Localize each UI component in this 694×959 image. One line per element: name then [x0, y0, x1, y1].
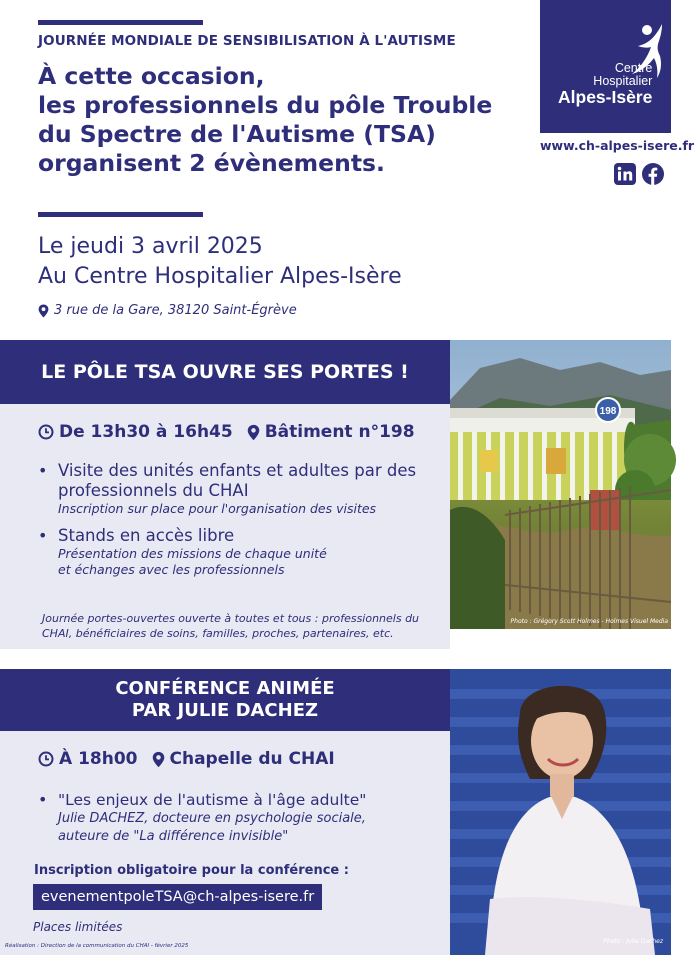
logo-line: Centre — [614, 61, 653, 75]
speaker-photo — [450, 669, 671, 955]
speaker-line: auteure de "La différence invisible" — [58, 829, 289, 844]
event1-time-place — [38, 422, 415, 442]
headline-line: organisent 2 évènements. — [38, 149, 385, 177]
logo-line: Hospitalier — [593, 74, 653, 88]
location-pin-icon — [247, 424, 260, 441]
date-venue — [38, 232, 402, 292]
kicker-title: JOURNÉE MONDIALE DE SENSIBILISATION À L'AUTISME — [38, 33, 456, 49]
linkedin-icon[interactable] — [614, 163, 636, 185]
event2-place: Chapelle du CHAI — [169, 749, 335, 769]
list-item-sub: Présentation des missions de chaque unité — [58, 546, 327, 561]
event2-title-line: CONFÉRENCE ANIMÉE — [115, 678, 335, 699]
facebook-icon[interactable] — [642, 163, 664, 185]
list-item — [38, 526, 438, 578]
building-number-label: 198 — [599, 406, 617, 417]
list-item — [38, 461, 438, 517]
event2-time: À 18h00 — [59, 749, 138, 769]
logo-line: Alpes-Isère — [558, 87, 653, 107]
location-pin-icon — [152, 751, 165, 768]
headline-line: les professionnels du pôle Trouble — [38, 91, 493, 119]
speaker-line: Julie DACHEZ, docteure en psychologie sociale, — [58, 811, 366, 826]
list-item — [38, 790, 438, 846]
location-pin-icon — [38, 304, 49, 318]
event2-list — [38, 790, 438, 846]
realisation-credit: Réalisation : Direction de la communication du CHAI - février 2025 — [5, 943, 189, 949]
headline — [38, 62, 508, 178]
list-item-sub: et échanges avec les professionnels — [58, 562, 285, 577]
event1-place: Bâtiment n°198 — [264, 422, 415, 442]
event2-title-line: PAR JULIE DACHEZ — [131, 700, 319, 721]
middle-rule — [38, 212, 203, 217]
clock-icon — [38, 424, 54, 440]
places-limited: Places limitées — [33, 920, 123, 934]
event2-title — [0, 669, 450, 731]
building-photo — [450, 340, 671, 629]
event2-time-place — [38, 749, 335, 769]
top-rule — [38, 20, 203, 25]
address — [38, 303, 297, 318]
list-item-main: • Visite des unités enfants et adultes par des professionnels du CHAI — [58, 461, 417, 500]
event-venue: Au Centre Hospitalier Alpes-Isère — [38, 264, 402, 289]
list-item-main: • Stands en accès libre — [58, 526, 235, 545]
hospital-logo — [540, 0, 671, 133]
registration-label: Inscription obligatoire pour la conférence : — [34, 863, 349, 878]
talk-title: • "Les enjeux de l'autisme à l'âge adulte" — [58, 791, 367, 809]
event1-title: LE PÔLE TSA OUVRE SES PORTES ! — [0, 340, 450, 404]
address-text: 3 rue de la Gare, 38120 Saint-Égrève — [54, 303, 297, 318]
clock-icon — [38, 751, 54, 767]
website-link[interactable]: www.ch-alpes-isere.fr — [540, 138, 694, 153]
registration-email[interactable]: evenementpoleTSA@ch-alpes-isere.fr — [33, 884, 322, 910]
headline-line: du Spectre de l'Autisme (TSA) — [38, 120, 436, 148]
event1-list — [38, 461, 438, 578]
headline-line: À cette occasion, — [38, 62, 265, 90]
event1-photo-credit: Photo : Grégory Scott Holmes - Holmes Visuel Media — [510, 618, 668, 625]
event2-photo-credit: Photo : Julie Dachez — [603, 938, 663, 945]
logo-wordmark — [558, 62, 652, 107]
event-date: Le jeudi 3 avril 2025 — [38, 234, 263, 259]
list-item-sub: Inscription sur place pour l'organisation des visites — [58, 501, 377, 516]
event1-note: Journée portes-ouvertes ouverte à toutes et tous : professionnels du CHAI, bénéficiaires de soins, familles, proches, partenaires, etc. — [42, 612, 420, 640]
event1-time: De 13h30 à 16h45 — [59, 422, 233, 442]
